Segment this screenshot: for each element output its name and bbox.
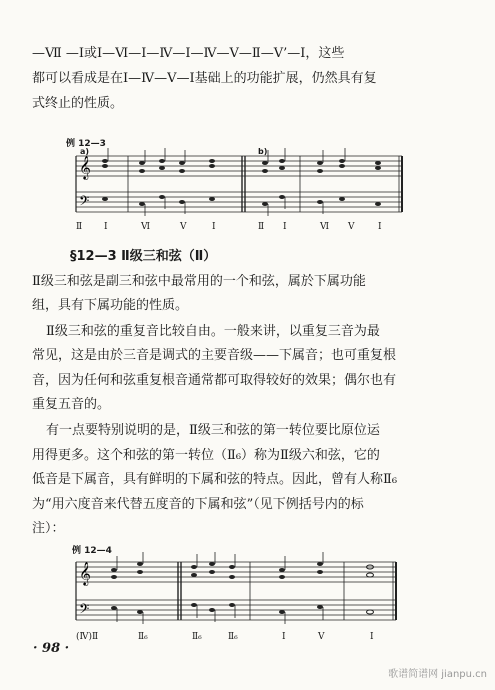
text-line-11: 用得更多。这个和弦的第一转位（Ⅱ₆）称为Ⅱ级六和弦，它的 — [32, 448, 380, 463]
svg-text:𝄢: 𝄢 — [79, 193, 90, 212]
example-12-3-numeral-9: Ⅴ — [348, 222, 355, 232]
example-12-3-numeral-6: Ⅱ — [258, 222, 265, 232]
example-12-3-label: 例 12—3 — [66, 139, 106, 149]
score-example-12-4 — [72, 556, 400, 626]
example-12-4-numeral-6: Ⅴ — [318, 632, 325, 642]
text-line-5: 组，具有下属功能的性质。 — [32, 298, 189, 313]
example-12-4-numeral-5: Ⅰ — [282, 632, 286, 642]
section-heading: §12—3 Ⅱ级三和弦（Ⅱ） — [70, 249, 217, 264]
example-12-3-numeral-10: Ⅰ — [378, 222, 382, 232]
example-12-4-label: 例 12—4 — [72, 546, 112, 556]
score-example-12-3 — [70, 152, 410, 216]
example-12-3-sub-a: a) — [80, 147, 90, 156]
text-line-12: 低音是下属音，具有鲜明的下属和弦的特点。因此，曾有人称Ⅱ₆ — [32, 472, 398, 487]
text-line-8: 音，因为任何和弦重复根音通常都可取得较好的效果；偶尔也有 — [32, 373, 397, 388]
text-line-14: 注）： — [32, 521, 65, 536]
example-12-3-numeral-8: Ⅵ — [320, 222, 330, 232]
text-line-6: Ⅱ级三和弦的重复音比较自由。一般来讲，以重复三音为最 — [46, 324, 380, 339]
svg-text:𝄞: 𝄞 — [79, 155, 91, 179]
text-line-9: 重复五音的。 — [32, 397, 111, 412]
text-line-13: 为“用六度音来代替五度音的下属和弦”（见下例括号内的标 — [32, 497, 364, 512]
example-12-4-numeral-3: Ⅱ₆ — [192, 632, 202, 642]
text-line-7: 常见，这是由於三音是调式的主要音级——下属音；也可重复根 — [32, 348, 397, 363]
text-line-4: Ⅱ级三和弦是副三和弦中最常用的一个和弦，属於下属功能 — [32, 274, 366, 289]
text-line-3: 式终止的性质。 — [32, 96, 124, 111]
example-12-4-numeral-2: Ⅱ₆ — [138, 632, 148, 642]
text-line-2: 都可以看成是在Ⅰ—Ⅳ—Ⅴ—Ⅰ基础上的功能扩展，仍然具有复 — [32, 71, 377, 86]
example-12-3-numeral-1: Ⅱ — [76, 222, 83, 232]
example-12-3-numeral-4: Ⅴ — [180, 222, 187, 232]
example-12-4-numeral-4: Ⅱ₆ — [228, 632, 238, 642]
site-watermark: 歌谱简谱网 jianpu.cn — [388, 669, 487, 680]
example-12-3-numeral-5: Ⅰ — [212, 222, 216, 232]
text-line-10: 有一点要特别说明的是，Ⅱ级三和弦的第一转位要比原位运 — [46, 423, 380, 438]
example-12-4-numeral-7: Ⅰ — [370, 632, 374, 642]
example-12-4-numeral-1: (Ⅳ)Ⅱ — [76, 632, 99, 642]
text-line-1: —Ⅶ —Ⅰ或Ⅰ—Ⅵ—Ⅰ—Ⅳ—Ⅰ—Ⅳ—Ⅴ—Ⅱ—Ⅴ’—Ⅰ，这些 — [32, 46, 345, 61]
example-12-3-numeral-7: Ⅰ — [283, 222, 287, 232]
example-12-3-numeral-2: Ⅰ — [104, 222, 108, 232]
svg-text:𝄞: 𝄞 — [79, 561, 91, 585]
svg-text:𝄢: 𝄢 — [79, 601, 90, 620]
page-number: · 98 · — [33, 641, 70, 656]
example-12-3-numeral-3: Ⅵ — [141, 222, 151, 232]
example-12-3-sub-b: b) — [258, 147, 268, 156]
